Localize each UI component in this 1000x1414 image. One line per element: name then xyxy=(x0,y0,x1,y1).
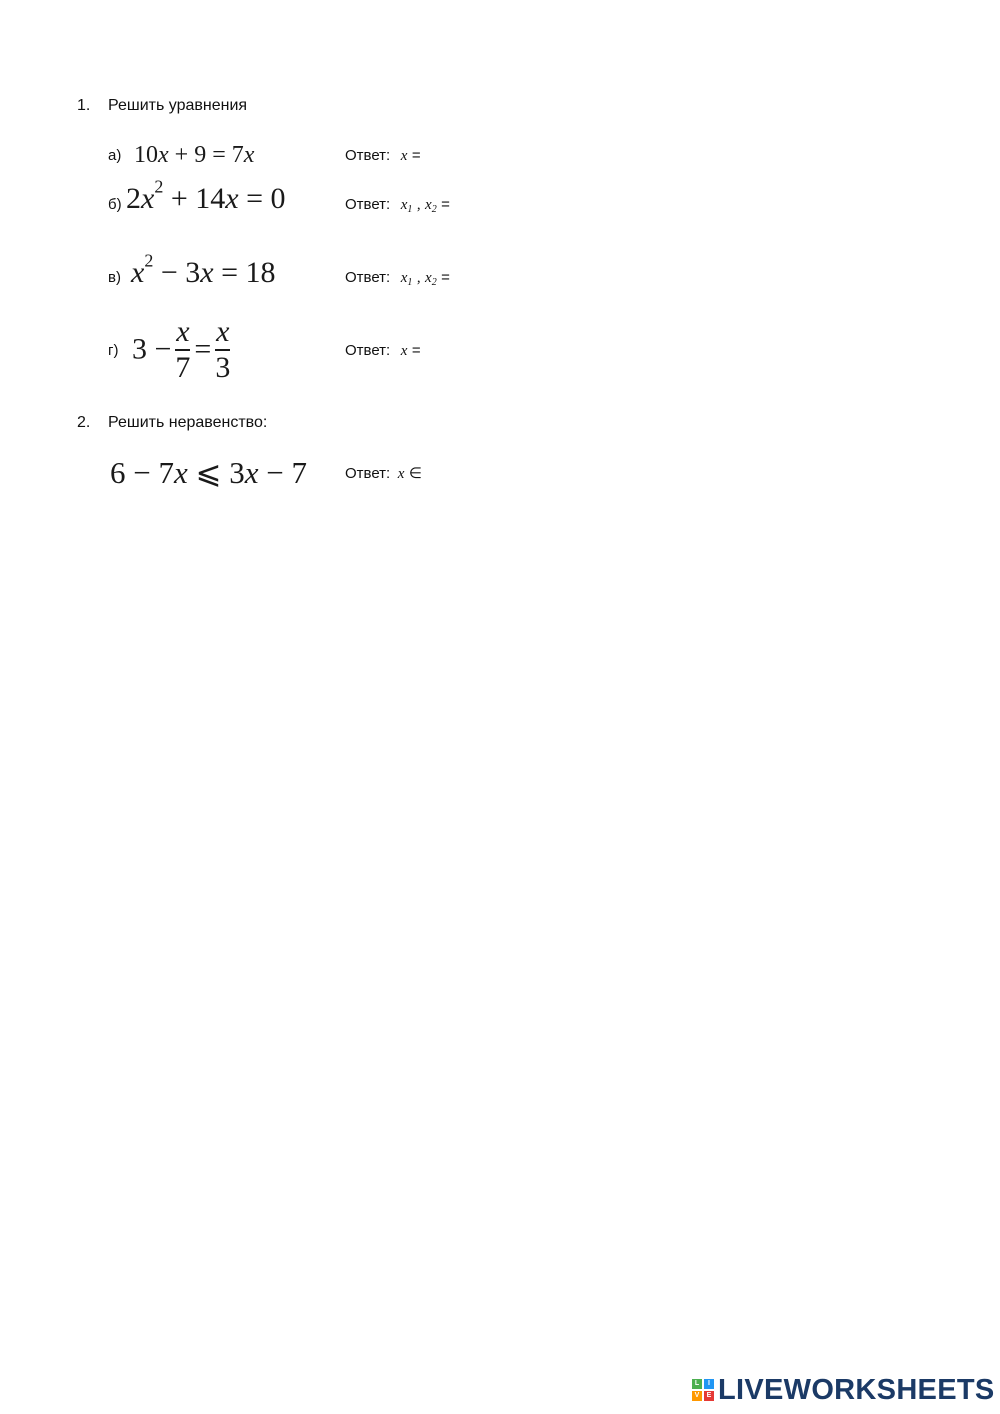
liveworksheets-logo xyxy=(692,1374,995,1406)
fraction-x-over-7: $\frac{x}{7}$ xyxy=(175,315,191,384)
answer-ineq xyxy=(345,464,422,483)
answer-v-eq: = xyxy=(441,269,450,286)
answer-ineq-label: Ответ: xyxy=(345,465,391,482)
answer-b-var1: x xyxy=(400,197,408,213)
logo-block-v: V xyxy=(692,1391,702,1401)
task1-title: Решить уравнения xyxy=(108,97,248,114)
task2-number: 2. xyxy=(77,414,91,431)
answer-b-sub1: 1 xyxy=(407,204,413,215)
item-g-letter: г) xyxy=(108,342,119,359)
answer-b-sub2: 2 xyxy=(431,204,437,215)
answer-b-eq: = xyxy=(441,196,450,213)
inequality: 6 − 7x ⩽ 3x − 7 xyxy=(110,455,307,490)
answer-b-input[interactable] xyxy=(466,193,606,217)
answer-ineq-var: x xyxy=(397,466,405,482)
answer-g-input[interactable] xyxy=(432,339,552,363)
answer-a-label: Ответ: xyxy=(345,147,391,164)
answer-a-var: x xyxy=(400,148,408,164)
answer-g-var: x xyxy=(400,343,408,359)
answer-b-label: Ответ: xyxy=(345,196,391,213)
answer-v-var1: x xyxy=(400,270,408,286)
task2-title: Решить неравенство: xyxy=(108,414,268,431)
equation-b: $2x^2 + 14x = 0$ xyxy=(126,176,286,215)
logo-block-e: E xyxy=(704,1391,714,1401)
answer-v-comma: , xyxy=(416,270,421,286)
answer-g xyxy=(345,342,421,360)
answer-b-var2: x xyxy=(425,197,432,213)
logo-blocks-icon xyxy=(692,1379,714,1401)
equation-v: $x^2 - 3x = 18$ xyxy=(131,250,276,289)
task1-number: 1. xyxy=(77,97,91,114)
answer-a-eq: = xyxy=(411,147,421,164)
answer-v-label: Ответ: xyxy=(345,269,391,286)
answer-v xyxy=(345,269,450,288)
answer-a xyxy=(345,147,421,165)
answer-a-input[interactable] xyxy=(432,144,552,168)
fraction-x-over-3: $\frac{x}{3}$ xyxy=(215,315,231,384)
answer-v-sub1: 1 xyxy=(407,277,413,288)
logo-block-l: L xyxy=(692,1379,702,1389)
answer-v-sub2: 2 xyxy=(431,277,437,288)
answer-ineq-input[interactable] xyxy=(430,461,590,485)
item-a-letter: а) xyxy=(108,147,122,164)
answer-b-comma: , xyxy=(416,197,421,213)
equation-a: 10x + 9 = 7x xyxy=(134,142,255,168)
answer-g-eq: = xyxy=(411,342,421,359)
logo-text: LIVEWORKSHEETS xyxy=(718,1373,995,1406)
answer-v-input[interactable] xyxy=(466,266,606,290)
logo-block-i: I xyxy=(704,1379,714,1389)
item-b-letter: б) xyxy=(108,196,122,213)
answer-v-var2: x xyxy=(425,270,432,286)
answer-ineq-symbol: ∈ xyxy=(408,466,422,482)
answer-b xyxy=(345,196,450,215)
item-v-letter: в) xyxy=(108,269,121,286)
answer-g-label: Ответ: xyxy=(345,342,391,359)
equation-g: 3 − $\frac{x}{7}$ = $\frac{x}{3}$ xyxy=(132,315,231,384)
